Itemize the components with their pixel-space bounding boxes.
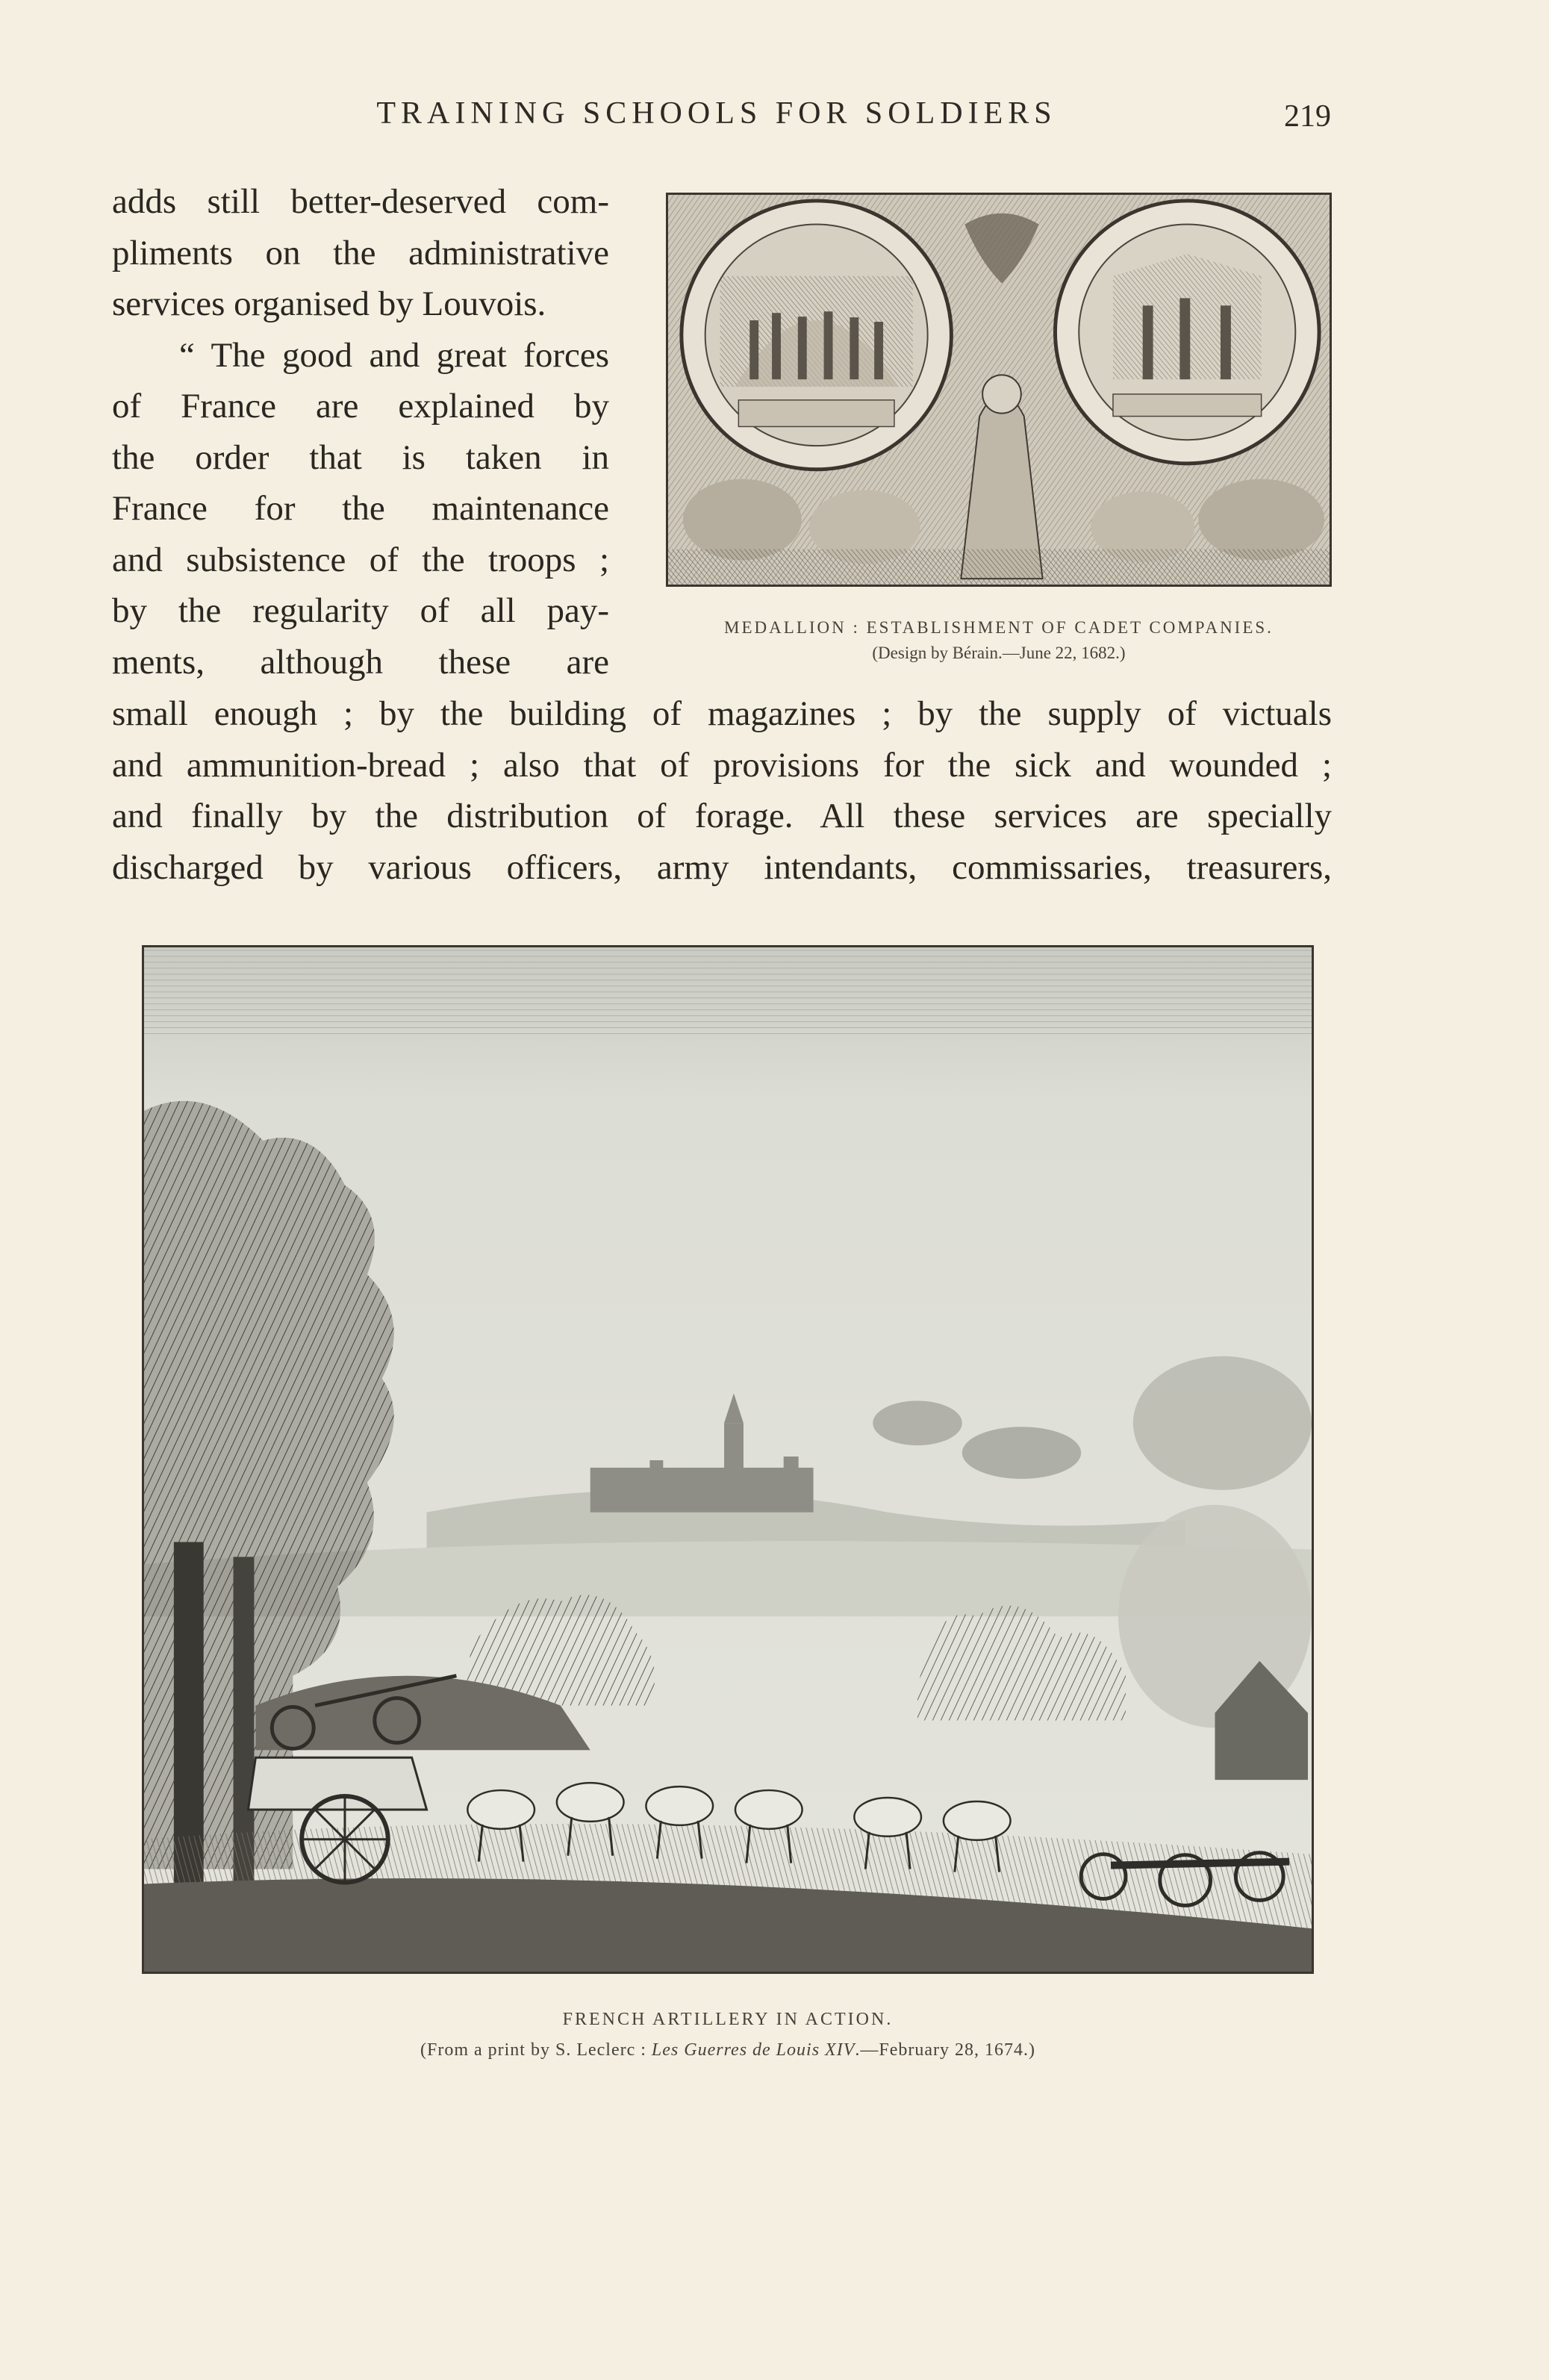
caption-credit-work-title: Les Guerres de Louis XIV — [651, 2040, 855, 2060]
caption-credit — [142, 2040, 1314, 2060]
body-text-column — [112, 176, 609, 688]
text-line: and finally by the distribution of forage. All these services are specially — [112, 797, 1332, 835]
text-line: and subsistence of the troops ; — [112, 540, 609, 579]
text-line: pliments on the administrative — [112, 233, 609, 272]
text-line: adds still better-deserved com- — [112, 182, 609, 221]
medallion-illustration — [666, 193, 1332, 587]
body-text-full-width — [112, 688, 1332, 893]
text-line: discharged by various officers, army intendants, commissaries, treasurers, — [112, 847, 1332, 887]
artillery-engraving — [144, 947, 1312, 1972]
text-line: the order that is taken in — [112, 437, 609, 477]
text-line: of France are explained by — [112, 387, 609, 426]
text-line: and ammunition-bread ; also that of provisions for the sick and wounded ; — [112, 745, 1332, 785]
medallion-engraving — [668, 195, 1330, 585]
text-line: “ The good and great forces — [179, 335, 609, 375]
text-line: France for the maintenance — [112, 489, 609, 528]
running-head: TRAINING SCHOOLS FOR SOLDIERS — [376, 96, 1057, 131]
medallion-caption — [666, 618, 1332, 663]
artillery-caption — [142, 2010, 1314, 2060]
text-line: by the regularity of all pay- — [112, 591, 609, 630]
caption-title: FRENCH ARTILLERY IN ACTION. — [562, 2010, 894, 2029]
caption-title: MEDALLION : ESTABLISHMENT OF CADET COMPANIES. — [724, 618, 1274, 637]
text-line: ments, although these are — [112, 642, 609, 682]
text-line: services organised by Louvois. — [112, 284, 546, 323]
caption-credit: (Design by Bérain.—June 22, 1682.) — [872, 644, 1126, 662]
caption-credit-prefix: (From a print by S. Leclerc : — [420, 2040, 652, 2060]
page-number: 219 — [1284, 99, 1331, 134]
text-line: small enough ; by the building of magazines ; by the supply of victuals — [112, 694, 1332, 733]
artillery-illustration — [142, 945, 1314, 1974]
caption-credit-suffix: .—February 28, 1674.) — [855, 2040, 1035, 2060]
